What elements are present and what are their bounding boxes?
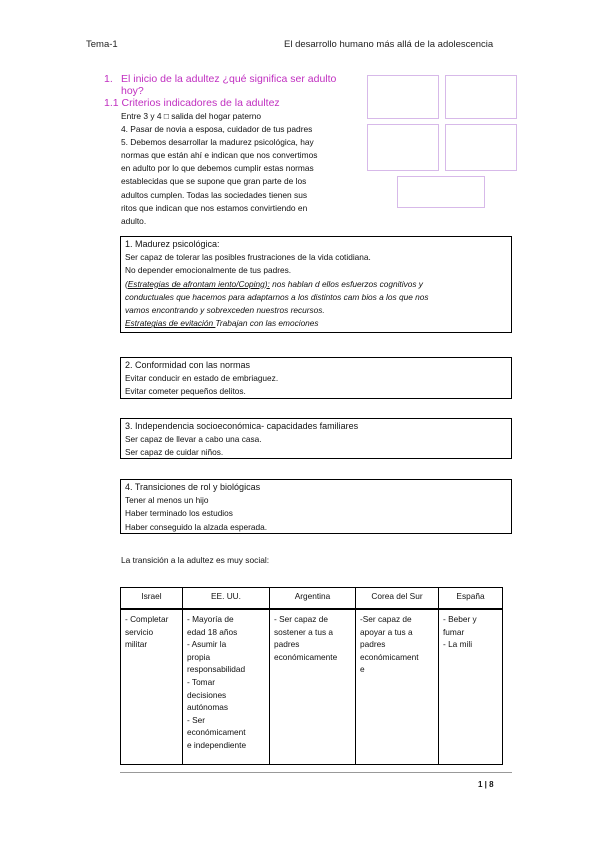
transition-table (120, 587, 503, 765)
cell-line: militar (125, 639, 148, 650)
box-title: 4. Transiciones de rol y biológicas (125, 482, 261, 492)
table-cell (270, 609, 356, 764)
table-header-cell: Israel (121, 588, 183, 610)
intro-paragraph (121, 110, 357, 228)
header-right: El desarrollo humano más allá de la adolescencia (284, 39, 494, 50)
table-cell (356, 609, 439, 764)
cell-line: fumar (443, 626, 465, 637)
cell-line: e independiente (187, 739, 247, 750)
cell-line: económicament (187, 727, 246, 738)
cell-line: - Ser (187, 714, 205, 725)
box-title: 1. Madurez psicológica: (125, 239, 220, 249)
cell-line: - Beber y (443, 614, 477, 624)
box-title: 2. Conformidad con las normas (125, 360, 251, 370)
intro-line: adultos cumplen. Todas las sociedades tienen sus (121, 189, 308, 200)
cell-line: padres (360, 639, 386, 650)
avoidance-term: Estrategias de evitación (125, 318, 216, 329)
intro-line: ritos que indican que nos estamos convirtiendo en (121, 202, 308, 213)
box-line: No depender emocionalmente de tus padres. (125, 265, 292, 276)
intro-line: normas que están ahí e indican que nos convertimos (121, 150, 318, 161)
criterion-box-3 (120, 418, 512, 459)
footer-divider (120, 772, 512, 773)
image-placeholder (445, 75, 517, 119)
box-line: Evitar conducir en estado de embriaguez. (125, 373, 279, 384)
table-row (121, 609, 503, 764)
box-line: conductuales que hacemos para adaptarnos a los distintos cam bios a los que nos (125, 291, 429, 302)
image-placeholder (397, 176, 485, 208)
intro-line: 4. Pasar de novia a esposa, cuidador de tus padres (121, 124, 313, 135)
table-cell (439, 609, 503, 764)
criterion-box-1 (120, 236, 512, 333)
box-line: Haber conseguido la alzada esperada. (125, 521, 268, 532)
cell-line: - Mayoría de (187, 614, 234, 624)
box-line: Ser capaz de cuidar niños. (125, 447, 224, 458)
intro-line: establecidas que se supone que gran parte de los (121, 176, 307, 187)
intro-line: adulto. (121, 215, 147, 226)
section-title-line: hoy? (121, 85, 144, 97)
table-header-row (121, 588, 503, 610)
box-line: Ser capaz de tolerar las posibles frustraciones de la vida cotidiana. (125, 252, 371, 263)
table-header-cell: Argentina (270, 588, 356, 610)
box-line: nos hablan d ellos esfuerzos cognitivos y (269, 278, 423, 289)
box-line: Evitar cometer pequeños delitos. (125, 386, 246, 397)
image-placeholder (367, 75, 439, 119)
cell-line: - Ser capaz de (274, 614, 328, 624)
intro-line: en adulto por lo que debemos cumplir estas normas (121, 163, 314, 174)
table-cell (121, 609, 183, 764)
box-line: Ser capaz de llevar a cabo una casa. (125, 434, 262, 445)
image-placeholder (445, 124, 517, 171)
table-header-cell: EE. UU. (183, 588, 270, 610)
cell-line: apoyar a tus a (360, 626, 413, 637)
cell-line: decisiones (187, 689, 227, 700)
cell-line: servicio (125, 626, 154, 637)
cell-line: - La mili (443, 639, 473, 650)
cell-line: - Completar (125, 614, 169, 624)
section-title-line: El inicio de la adultez ¿qué significa ser adulto (121, 73, 337, 85)
cell-line: e (360, 664, 365, 675)
criterion-box-4 (120, 479, 512, 534)
criterion-box-2 (120, 357, 512, 399)
cell-line: responsabilidad (187, 664, 246, 675)
table-cell (183, 609, 270, 764)
table-lead-text: La transición a la adultez es muy social: (121, 555, 270, 565)
intro-line: Entre 3 y 4 □ salida del hogar paterno (121, 111, 262, 121)
box-line: vamos encontrando y sobrexceden nuestros recursos. (125, 305, 325, 316)
cell-line: edad 18 años (187, 626, 238, 637)
box-line: Tener al menos un hijo (125, 495, 209, 506)
cell-line: padres (274, 639, 300, 650)
cell-line: -Ser capaz de (360, 614, 412, 624)
table-header-cell: España (439, 588, 503, 610)
cell-line: propia (187, 651, 211, 662)
table-header-cell: Corea del Sur (356, 588, 439, 610)
box-title: 3. Independencia socioeconómica- capacidades familiares (125, 421, 359, 431)
box-line: Haber terminado los estudios (125, 508, 233, 519)
cell-line: autónomas (187, 702, 229, 713)
section-number: 1. (104, 73, 113, 85)
image-placeholder (367, 124, 439, 171)
cell-line: sostener a tus a (274, 626, 334, 637)
cell-line: - Asumir la (187, 639, 227, 650)
box-line: Trabajan con las emociones (215, 318, 319, 329)
page-number: 1 | 8 (478, 780, 494, 789)
cell-line: económicament (360, 651, 419, 662)
intro-line: 5. Debemos desarrollar la madurez psicológica, hay (121, 137, 314, 148)
subsection-heading: 1.1 Criterios indicadores de la adultez (104, 97, 280, 109)
cell-line: económicamente (274, 651, 338, 662)
header-left: Tema-1 (86, 39, 118, 50)
cell-line: - Tomar (187, 676, 215, 687)
coping-term: (Estrategias de afrontam iento/Coping): (125, 278, 270, 289)
